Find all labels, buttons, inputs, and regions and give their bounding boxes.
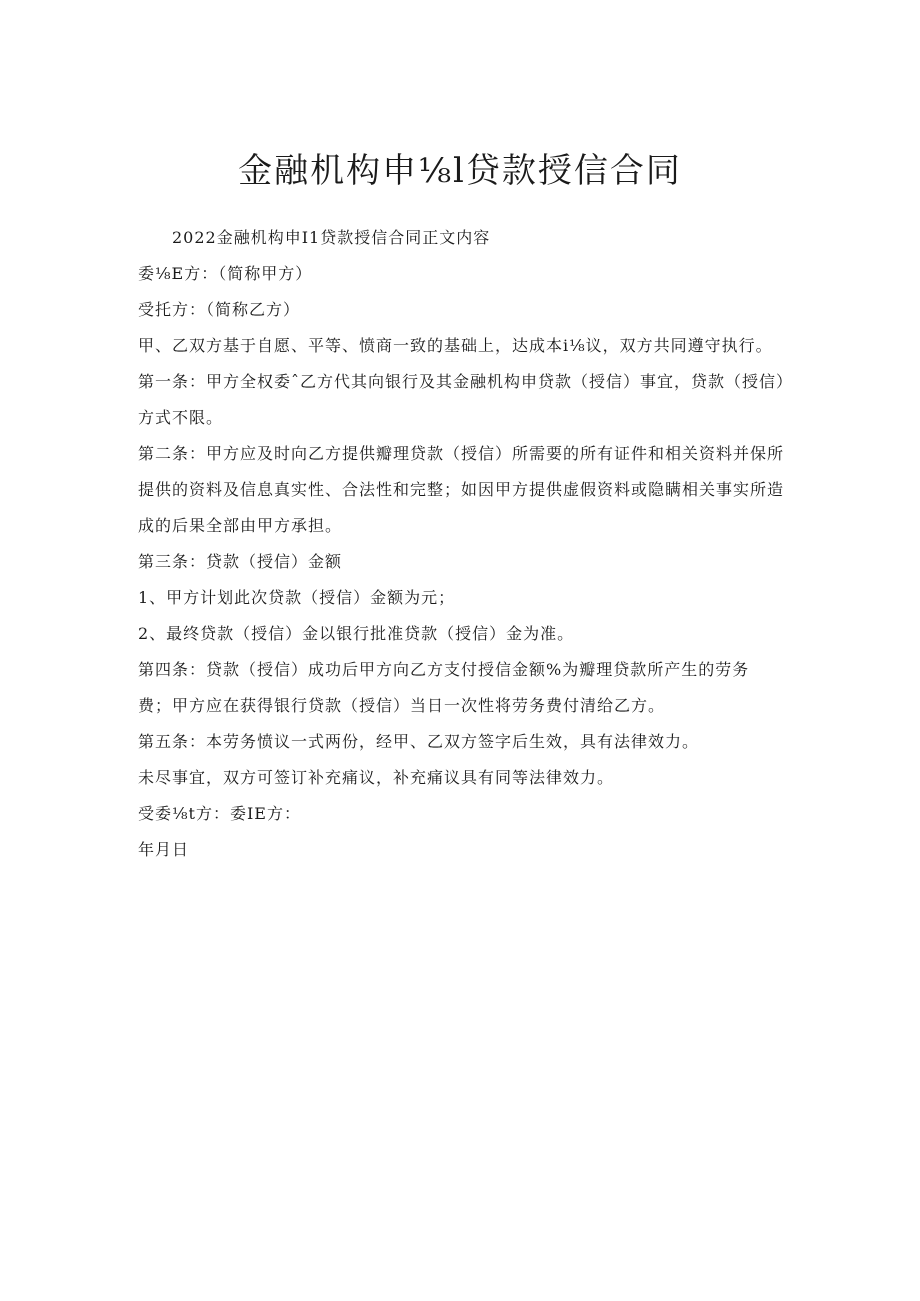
trustee-party-line: 受托方：（简称乙方） [138, 300, 301, 319]
signature-line: 受委⅛t方：委IE方： [138, 804, 301, 823]
article-2-line-1: 第二条：甲方应及时向乙方提供瓣理贷款（授信）所需要的所有证件和相关资料并保所 [138, 444, 785, 463]
article-5-paragraph: 第五条：本劳务愤议一式两份，经甲、乙双方签字后生效，具有法律效力。 [138, 732, 700, 751]
article-2-line-3: 成的后果全部由甲方承担。 [138, 516, 343, 535]
article-4-line-2: 费；甲方应在获得银行贷款（授信）当日一次性将劳务费付清给乙方。 [138, 696, 666, 715]
supplementary-clause: 未尽事宜，双方可签订补充痛议，补充痛议具有同等法律效力。 [138, 768, 615, 787]
article-2-line-2: 提供的资料及信息真实性、合法性和完整；如因甲方提供虚假资料或隐瞒相关事实所造 [138, 480, 785, 499]
article-1-line-2: 方式不限。 [138, 408, 224, 427]
document-body [138, 226, 798, 874]
preamble-paragraph: 甲、乙双方基于自愿、平等、愤商一致的基础上，达成本i⅛议，双方共同遵守执行。 [138, 336, 773, 355]
article-4-line-1: 第四条：贷款（授信）成功后甲方向乙方支付授信金额%为瓣理贷款所产生的劳务 [138, 660, 750, 679]
client-party-line: 委⅛E方：（简称甲方） [138, 264, 313, 283]
article-3-item-2: 2、最终贷款（授信）金以银行批准贷款（授信）金为准。 [138, 624, 575, 643]
article-3-heading: 第三条：贷款（授信）金额 [138, 552, 343, 571]
subtitle-line: 2022金融机构申I1贷款授信合同正文内容 [172, 228, 491, 247]
date-line: 年月日 [138, 840, 190, 859]
document-title: 金融机构申⅛l贷款授信合同 [238, 151, 682, 191]
article-3-item-1: 1、甲方计划此次贷款（授信）金额为元； [138, 588, 456, 607]
article-1-line-1: 第一条：甲方全权委ˆ乙方代其向银行及其金融机构申贷款（授信）事宜，贷款（授信） [138, 372, 794, 391]
